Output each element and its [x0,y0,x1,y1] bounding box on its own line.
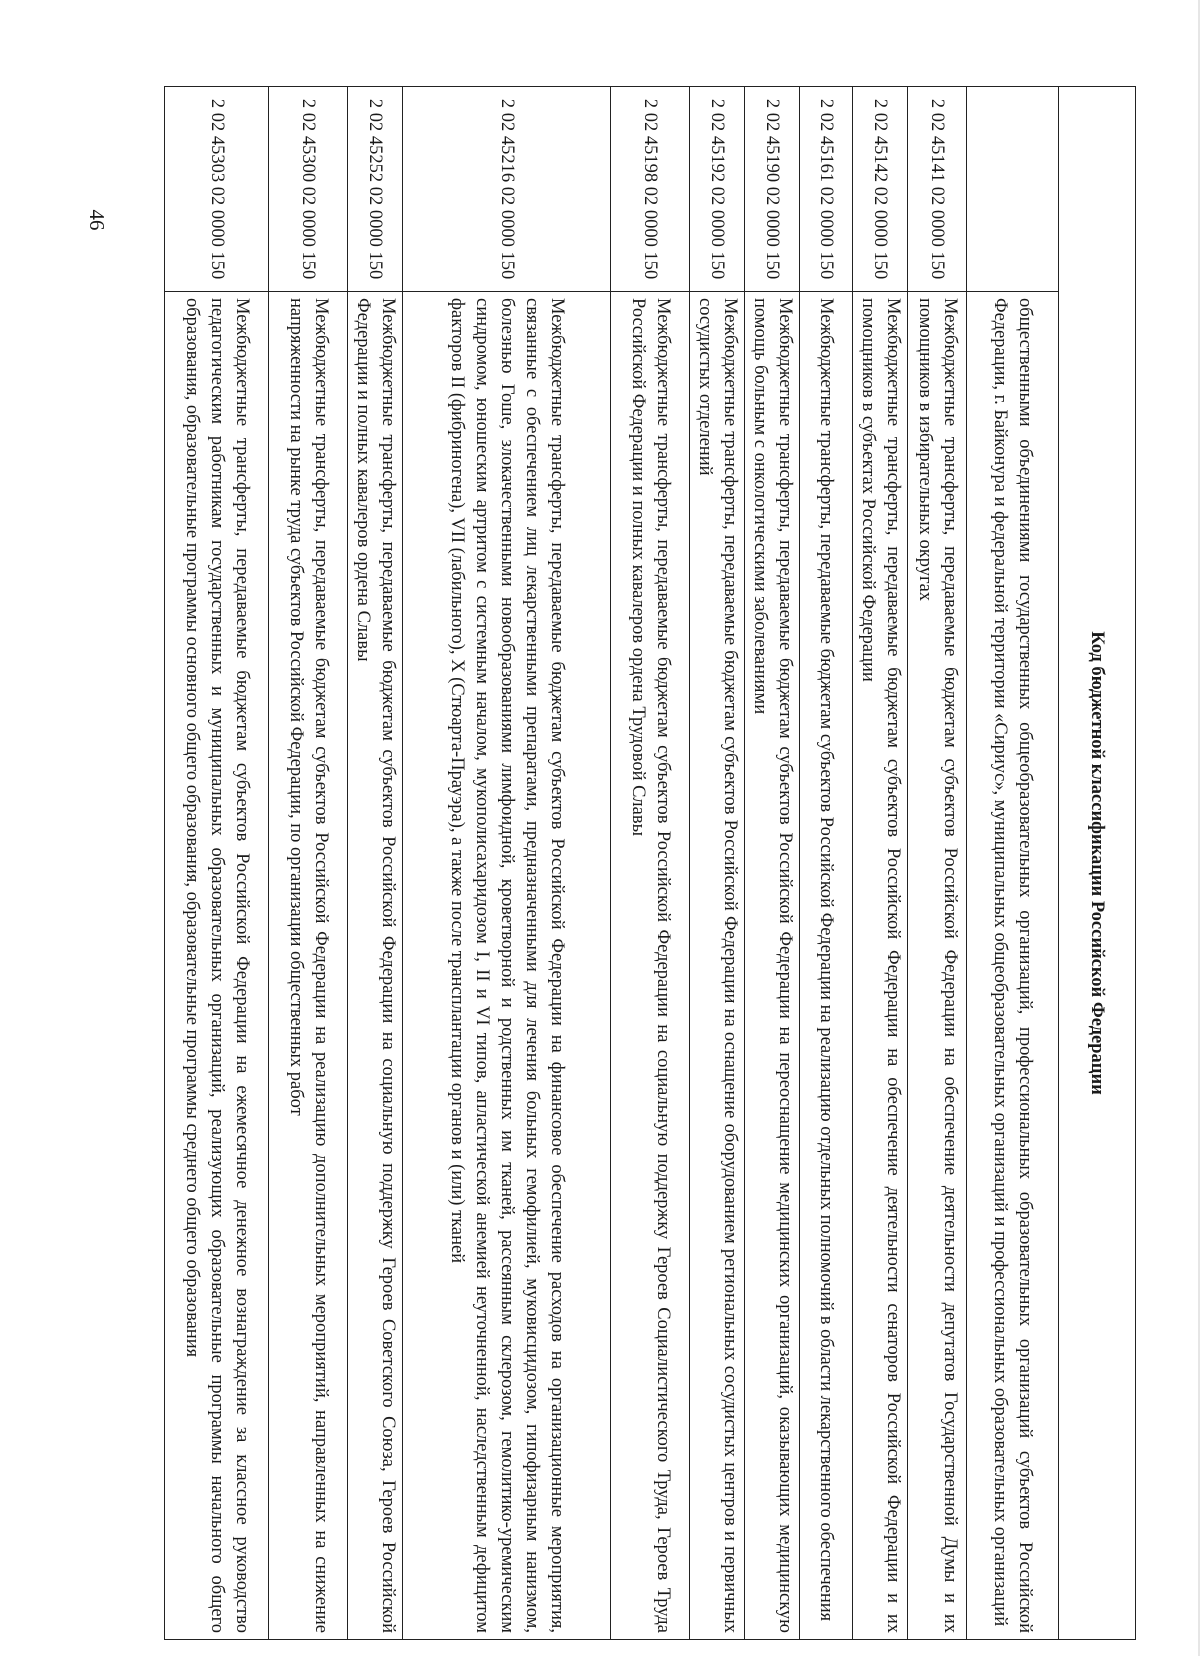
table-header: Код бюджетной классификации Российской Федерации [1059,87,1136,1640]
table-row [611,87,690,1640]
code-cell: 2 02 45303 02 0000 150 [165,87,269,292]
code-cell: 2 02 45198 02 0000 150 [611,87,690,292]
table-row [269,87,348,1640]
code-cell: 2 02 45300 02 0000 150 [269,87,348,292]
code-cell: 2 02 45216 02 0000 150 [403,87,611,292]
description-cell: Межбюджетные трансферты, передаваемые бюджетам субъектов Российской Федерации на реализацию отдельных полномочий в области лекарственного обеспечения [800,292,853,1640]
code-cell: 2 02 45190 02 0000 150 [745,87,800,292]
table-row [800,87,853,1640]
description-cell: Межбюджетные трансферты, передаваемые бюджетам субъектов Российской Федерации на социальную поддержку Героев Социалистического Труда, Героев Труда Российской Федерации и полных кавалеров ордена Трудовой Славы [611,292,690,1640]
code-cell [967,87,1059,292]
table-row [348,87,403,1640]
description-cell: Межбюджетные трансферты, передаваемые бюджетам субъектов Российской Федерации на обеспечение деятельности депутатов Государственной Думы и их помощников в избирательных округах [908,292,967,1640]
budget-classification-table [164,86,1136,1640]
description-cell: Межбюджетные трансферты, передаваемые бюджетам субъектов Российской Федерации на реализацию дополнительных мероприятий, направленных на снижение напряженности на рынке труда субъектов Российской Федерации, по организации общественных работ [269,292,348,1640]
description-cell: Межбюджетные трансферты, передаваемые бюджетам субъектов Российской Федерации на социальную поддержку Героев Советского Союза, Героев Российской Федерации и полных кавалеров ордена Славы [348,292,403,1640]
rotated-page-content [61,86,1136,1640]
description-cell: Межбюджетные трансферты, передаваемые бюджетам субъектов Российской Федерации на переоснащение медицинских организаций, оказывающих медицинскую помощь больным с онкологическими заболеваниями [745,292,800,1640]
description-cell: Межбюджетные трансферты, передаваемые бюджетам субъектов Российской Федерации на финансовое обеспечение расходов на организационные мероприятия, связанные с обеспечением лиц лекарственными препаратами, предназначенными для лечения больных гемофилией, муковисцидозом, гипофизарным нанизмом, болезнью Гоше, злокачественными новообразованиями лимфоидной, кроветворной и родственных им тканей, рассеянным склерозом, гемолитико-уремическим синдромом, юношеским артритом с системным началом, мукополисахаридозом I, II и VI типов, апластической анемией неуточненной, наследственным дефицитом факторов II (фибриногена), VII (лабильного), X (Стюарта-Прауэра), а также после трансплантации органов и (или) тканей [403,292,611,1640]
table-row [745,87,800,1640]
code-cell: 2 02 45192 02 0000 150 [690,87,745,292]
code-cell: 2 02 45141 02 0000 150 [908,87,967,292]
table-row [165,87,269,1640]
table-row [853,87,908,1640]
table-row [403,87,611,1640]
table-header-row [1059,87,1136,1640]
table-row [690,87,745,1640]
description-cell: общественными объединениями государственных общеобразовательных организаций, профессиональных образовательных организаций субъектов Российской Федерации, г. Байконура и федеральной территории «Сириус», муниципальных общеобразовательных организаций и профессиональных образовательных организаций [967,292,1059,1640]
code-cell: 2 02 45252 02 0000 150 [348,87,403,292]
table-row [967,87,1059,1640]
description-cell: Межбюджетные трансферты, передаваемые бюджетам субъектов Российской Федерации на ежемесячное денежное вознаграждение за классное руководство педагогическим работникам государственных и муниципальных образовательных организаций, реализующих образовательные программы начального общего образования, образовательные программы основного общего образования, образовательные программы среднего общего образования [165,292,269,1640]
table-row [908,87,967,1640]
code-cell: 2 02 45161 02 0000 150 [800,87,853,292]
description-cell: Межбюджетные трансферты, передаваемые бюджетам субъектов Российской Федерации на обеспечение деятельности сенаторов Российской Федерации и их помощников в субъектах Российской Федерации [853,292,908,1640]
page-number: 46 [85,209,109,231]
code-cell: 2 02 45142 02 0000 150 [853,87,908,292]
description-cell: Межбюджетные трансферты, передаваемые бюджетам субъектов Российской Федерации на оснащение оборудованием региональных сосудистых центров и первичных сосудистых отделений [690,292,745,1640]
